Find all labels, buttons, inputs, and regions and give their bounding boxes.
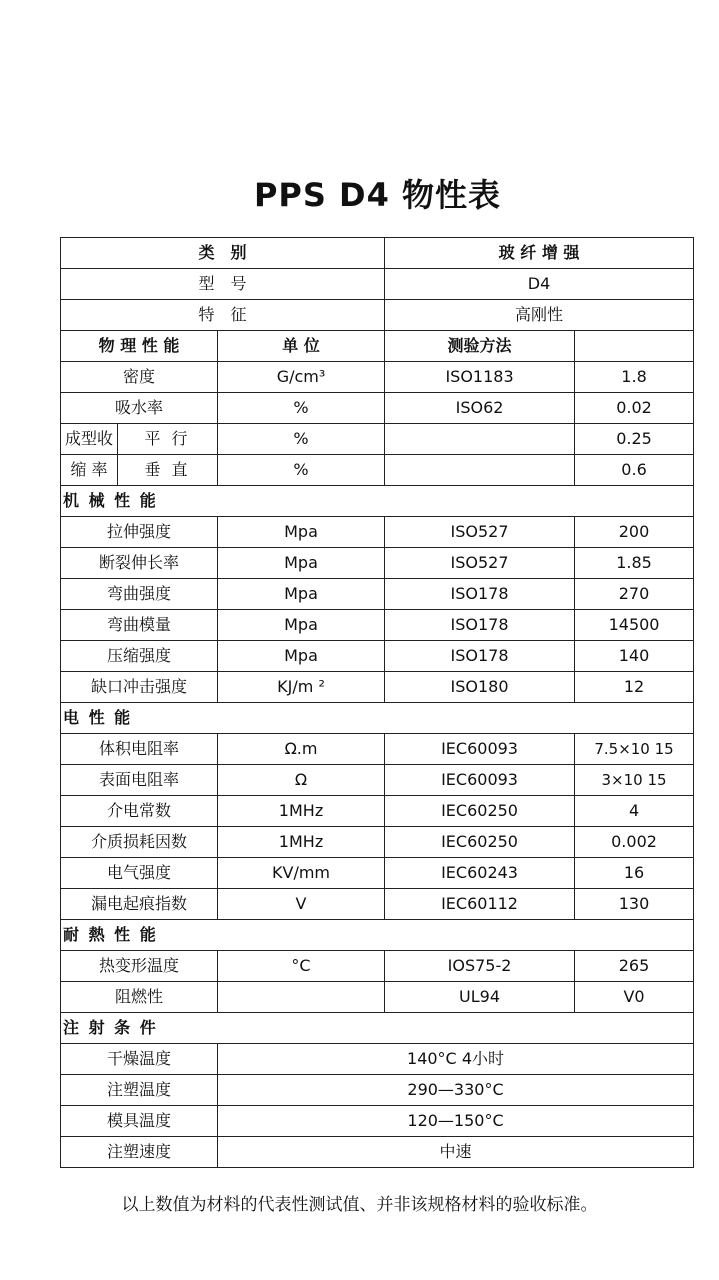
property-name: 吸水率 — [61, 393, 218, 424]
condition-value: 290—330°C — [218, 1075, 694, 1106]
header-row-model — [61, 269, 694, 300]
property-unit: °C — [218, 951, 385, 982]
table-row — [61, 548, 694, 579]
condition-name: 注塑速度 — [61, 1137, 218, 1168]
property-value: 4 — [575, 796, 694, 827]
property-unit: % — [218, 455, 385, 486]
shrinkage-label-top: 成型收 — [61, 424, 118, 455]
condition-value: 140°C 4小时 — [218, 1044, 694, 1075]
model-label: 型 号 — [61, 269, 385, 300]
property-name: 介电常数 — [61, 796, 218, 827]
property-name: 体积电阻率 — [61, 734, 218, 765]
property-unit: KV/mm — [218, 858, 385, 889]
page-title: PPS D4 物性表 — [253, 176, 502, 214]
property-name: 拉伸强度 — [61, 517, 218, 548]
column-header-property: 物 理 性 能 — [61, 331, 218, 362]
property-name: 密度 — [61, 362, 218, 393]
condition-name: 模具温度 — [61, 1106, 218, 1137]
property-unit: G/cm³ — [218, 362, 385, 393]
property-value: 265 — [575, 951, 694, 982]
property-method: IEC60243 — [385, 858, 575, 889]
table-row — [61, 796, 694, 827]
property-method — [385, 424, 575, 455]
property-unit: V — [218, 889, 385, 920]
section-row-injection — [61, 1013, 694, 1044]
property-method: ISO62 — [385, 393, 575, 424]
section-title-thermal: 耐 熱 性 能 — [61, 920, 694, 951]
table-row — [61, 1137, 694, 1168]
table-row — [61, 455, 694, 486]
section-row-thermal — [61, 920, 694, 951]
table-row — [61, 889, 694, 920]
property-value: 130 — [575, 889, 694, 920]
property-unit: 1MHz — [218, 796, 385, 827]
property-unit: KJ/m ² — [218, 672, 385, 703]
property-value: 200 — [575, 517, 694, 548]
condition-name: 干燥温度 — [61, 1044, 218, 1075]
header-row-category — [61, 238, 694, 269]
property-name: 热变形温度 — [61, 951, 218, 982]
property-method: ISO178 — [385, 579, 575, 610]
property-unit: Ω — [218, 765, 385, 796]
property-method: IEC60112 — [385, 889, 575, 920]
property-method: ISO527 — [385, 548, 575, 579]
property-value: 140 — [575, 641, 694, 672]
property-name: 平 行 — [118, 424, 218, 455]
property-name: 电气强度 — [61, 858, 218, 889]
property-method: IEC60250 — [385, 827, 575, 858]
property-name: 表面电阻率 — [61, 765, 218, 796]
property-value: 1.8 — [575, 362, 694, 393]
table-row — [61, 672, 694, 703]
property-name: 缺口冲击强度 — [61, 672, 218, 703]
table-row — [61, 517, 694, 548]
property-value: 7.5×10 15 — [575, 734, 694, 765]
property-unit: Mpa — [218, 517, 385, 548]
table-row — [61, 641, 694, 672]
table-row — [61, 362, 694, 393]
table-row — [61, 858, 694, 889]
property-name: 垂 直 — [118, 455, 218, 486]
category-label: 类 别 — [61, 238, 385, 269]
column-header-row — [61, 331, 694, 362]
property-value: 0.25 — [575, 424, 694, 455]
property-unit: Mpa — [218, 610, 385, 641]
category-value: 玻 纤 增 强 — [385, 238, 694, 269]
property-name: 弯曲强度 — [61, 579, 218, 610]
property-unit: 1MHz — [218, 827, 385, 858]
property-method: IEC60250 — [385, 796, 575, 827]
property-value: 3×10 15 — [575, 765, 694, 796]
property-name: 介质损耗因数 — [61, 827, 218, 858]
section-row-mechanical — [61, 486, 694, 517]
section-row-electrical — [61, 703, 694, 734]
property-table — [60, 237, 694, 1168]
property-name: 压缩强度 — [61, 641, 218, 672]
table-row — [61, 827, 694, 858]
property-value: 1.85 — [575, 548, 694, 579]
property-unit — [218, 982, 385, 1013]
property-method: ISO527 — [385, 517, 575, 548]
table-row — [61, 765, 694, 796]
property-unit: Ω.m — [218, 734, 385, 765]
header-row-feature — [61, 300, 694, 331]
property-value: 14500 — [575, 610, 694, 641]
feature-label: 特 征 — [61, 300, 385, 331]
property-value: 0.002 — [575, 827, 694, 858]
column-header-unit: 单 位 — [218, 331, 385, 362]
property-value: 270 — [575, 579, 694, 610]
property-method: ISO178 — [385, 641, 575, 672]
model-value: D4 — [385, 269, 694, 300]
property-method: ISO180 — [385, 672, 575, 703]
property-method: IOS75-2 — [385, 951, 575, 982]
property-value: 12 — [575, 672, 694, 703]
table-row — [61, 982, 694, 1013]
property-value: V0 — [575, 982, 694, 1013]
property-unit: Mpa — [218, 641, 385, 672]
property-method: ISO178 — [385, 610, 575, 641]
feature-value: 高刚性 — [385, 300, 694, 331]
section-title-electrical: 电 性 能 — [61, 703, 694, 734]
property-value: 0.6 — [575, 455, 694, 486]
column-header-method: 测验方法 — [385, 331, 575, 362]
column-header-value — [575, 331, 694, 362]
condition-value: 中速 — [218, 1137, 694, 1168]
section-title-injection: 注 射 条 件 — [61, 1013, 694, 1044]
property-method: UL94 — [385, 982, 575, 1013]
footnote: 以上数值为材料的代表性测试值、并非该规格材料的验收标准。 — [121, 1195, 598, 1215]
property-method: IEC60093 — [385, 734, 575, 765]
table-row — [61, 1044, 694, 1075]
property-method — [385, 455, 575, 486]
property-name: 阻燃性 — [61, 982, 218, 1013]
property-name: 漏电起痕指数 — [61, 889, 218, 920]
condition-value: 120—150°C — [218, 1106, 694, 1137]
section-title-mechanical: 机 械 性 能 — [61, 486, 694, 517]
property-name: 断裂伸长率 — [61, 548, 218, 579]
property-name: 弯曲模量 — [61, 610, 218, 641]
table-row — [61, 1106, 694, 1137]
table-row — [61, 1075, 694, 1106]
table-row — [61, 424, 694, 455]
table-row — [61, 393, 694, 424]
property-method: ISO1183 — [385, 362, 575, 393]
table-row — [61, 951, 694, 982]
property-unit: Mpa — [218, 548, 385, 579]
property-value: 0.02 — [575, 393, 694, 424]
table-row — [61, 610, 694, 641]
property-unit: % — [218, 393, 385, 424]
table-row — [61, 734, 694, 765]
shrinkage-label-bottom: 缩 率 — [61, 455, 118, 486]
property-unit: % — [218, 424, 385, 455]
property-method: IEC60093 — [385, 765, 575, 796]
table-row — [61, 579, 694, 610]
condition-name: 注塑温度 — [61, 1075, 218, 1106]
property-value: 16 — [575, 858, 694, 889]
property-unit: Mpa — [218, 579, 385, 610]
